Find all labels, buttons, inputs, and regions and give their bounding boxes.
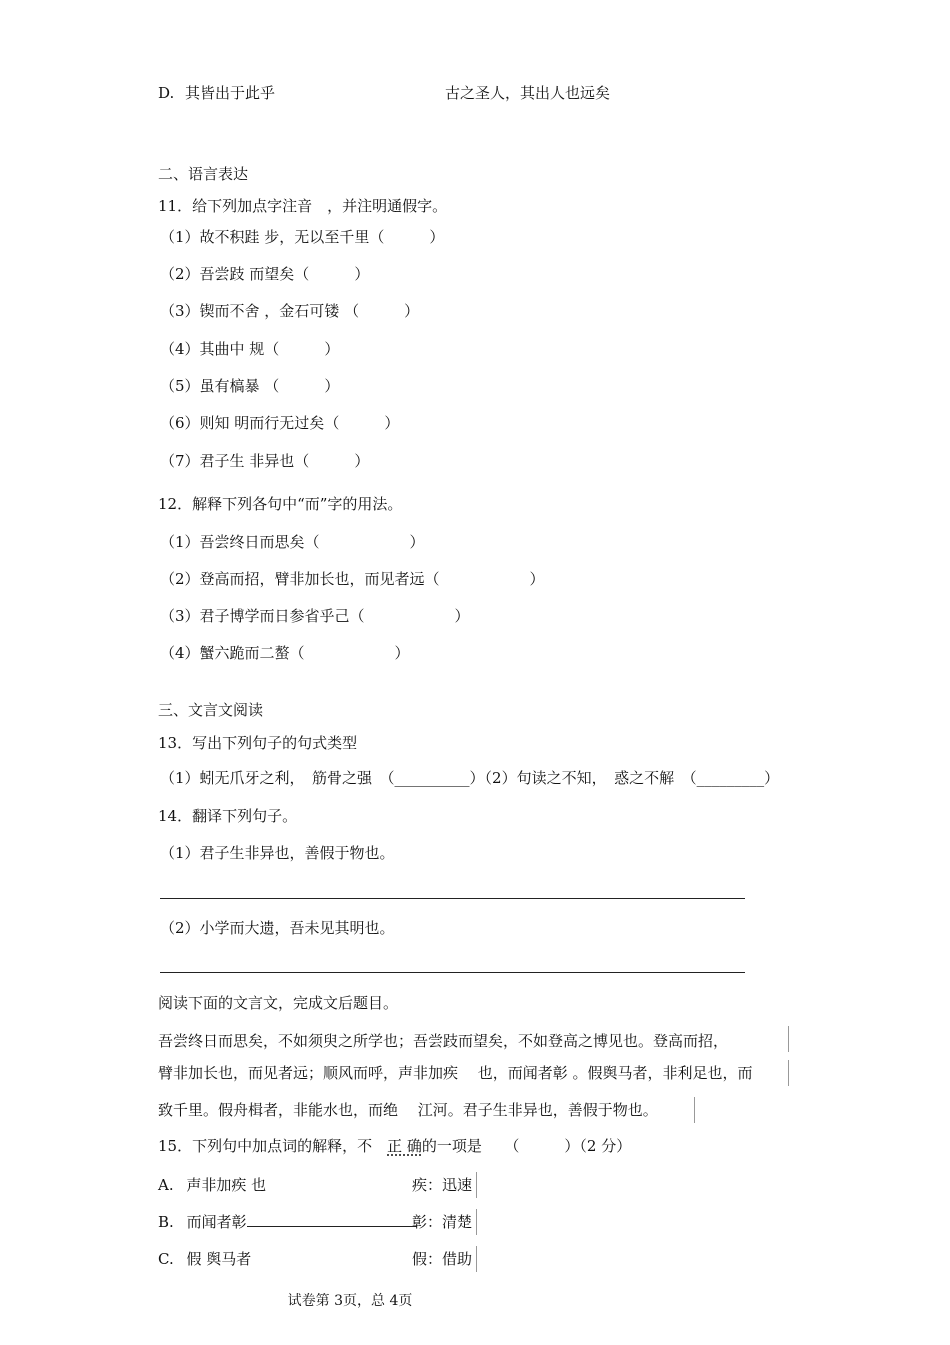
q12-item-3: （3）君子博学而日参省乎己（ ） <box>160 607 470 625</box>
passage-line-2: 臂非加长也，而见者远；顺风而呼，声非加疾 也，而闻者彰 。假舆马者，非利足也，而 <box>158 1064 753 1082</box>
passage-line-3: 致千里。假舟楫者，非能水也，而绝 江河。君子生非异也，善假于物也。 <box>158 1101 658 1119</box>
q14-stem: 14．翻译下列句子。 <box>158 807 298 825</box>
frame-edge-5 <box>476 1209 477 1235</box>
option-d <box>158 83 275 103</box>
q15-option-b <box>158 1212 417 1232</box>
q13-stem: 13．写出下列句子的句式类型 <box>158 734 358 752</box>
q15-option-a <box>158 1175 266 1195</box>
option-d-label: D. <box>158 84 175 102</box>
q12-item-2: （2）登高而招，臂非加长也，而见者远（ ） <box>160 570 545 588</box>
q12-stem: 12．解释下列各句中“而”字的用法。 <box>158 495 403 513</box>
q15-stem-emphasis: 正 确 <box>387 1137 422 1155</box>
q15-option-c-text: 假 舆马者 <box>186 1250 252 1268</box>
q11-item-7: （7）君子生 非异也（ ） <box>160 452 370 470</box>
q14-sentence-2: （2）小学而大遗，吾未见其明也。 <box>160 919 395 937</box>
q15-stem <box>158 1136 631 1156</box>
frame-edge-6 <box>476 1246 477 1272</box>
answer-line-1 <box>160 898 745 899</box>
section-heading-2: 二、语言表达 <box>158 165 249 183</box>
q15-option-b-label: B. <box>158 1213 174 1231</box>
q15-stem-c: 的一项是 （ ）（2 分） <box>421 1137 632 1155</box>
q15-option-a-label: A. <box>158 1176 174 1194</box>
frame-edge-2 <box>788 1060 789 1086</box>
q11-item-6: （6）则知 明而行无过矣（ ） <box>160 414 400 432</box>
q12-item-4: （4）蟹六跪而二螯（ ） <box>160 644 410 662</box>
q11-item-2: （2）吾尝跂 而望矣（ ） <box>160 265 370 283</box>
q15-stem-a: 15．下列句中加点词的解释，不 <box>158 1137 388 1155</box>
q15-option-c <box>158 1249 251 1269</box>
q11-item-1: （1）故不积跬 步，无以至千里（ ） <box>160 228 445 246</box>
answer-line-2 <box>160 972 745 973</box>
option-d-right: 古之圣人，其出人也远矣 <box>445 84 611 102</box>
q12-item-1: （1）吾尝终日而思矣（ ） <box>160 533 425 551</box>
q14-sentence-1: （1）君子生非异也，善假于物也。 <box>160 844 395 862</box>
q11-item-5: （5）虽有槁暴 （ ） <box>160 377 340 395</box>
option-d-left: 其皆出于此乎 <box>185 84 276 102</box>
q15-option-c-label: C. <box>158 1250 174 1268</box>
section-heading-3: 三、文言文阅读 <box>158 701 264 719</box>
q15-option-a-gloss: 疾：迅速 <box>412 1176 473 1194</box>
q11-item-4: （4）其曲中 规（ ） <box>160 340 340 358</box>
q15-option-c-gloss: 假：借助 <box>412 1250 473 1268</box>
frame-edge-1 <box>788 1026 789 1052</box>
frame-edge-3 <box>694 1097 695 1123</box>
q15-option-b-gloss: 彰：清楚 <box>412 1213 473 1231</box>
frame-edge-4 <box>476 1172 477 1198</box>
reading-intro: 阅读下面的文言文，完成文后题目。 <box>158 994 399 1012</box>
page-footer: 试卷第 3页，总 4页 <box>287 1293 413 1309</box>
passage-line-1: 吾尝终日而思矣，不如须臾之所学也；吾尝跂而望矣，不如登高之博见也。登高而招， <box>158 1032 729 1050</box>
q15-option-b-underline <box>247 1212 417 1227</box>
q15-option-b-text: 而闻者彰 <box>186 1213 247 1231</box>
q11-item-3: （3）锲而不舍 ，金石可镂 （ ） <box>160 302 420 320</box>
q13-line: （1）蚓无爪牙之利， 筋骨之强 （__________）（2）句读之不知， 惑之不解 （_________） <box>160 769 780 787</box>
q11-stem: 11．给下列加点字注音 ，并注明通假字。 <box>158 197 448 215</box>
q15-option-a-text: 声非加疾 也 <box>186 1176 267 1194</box>
